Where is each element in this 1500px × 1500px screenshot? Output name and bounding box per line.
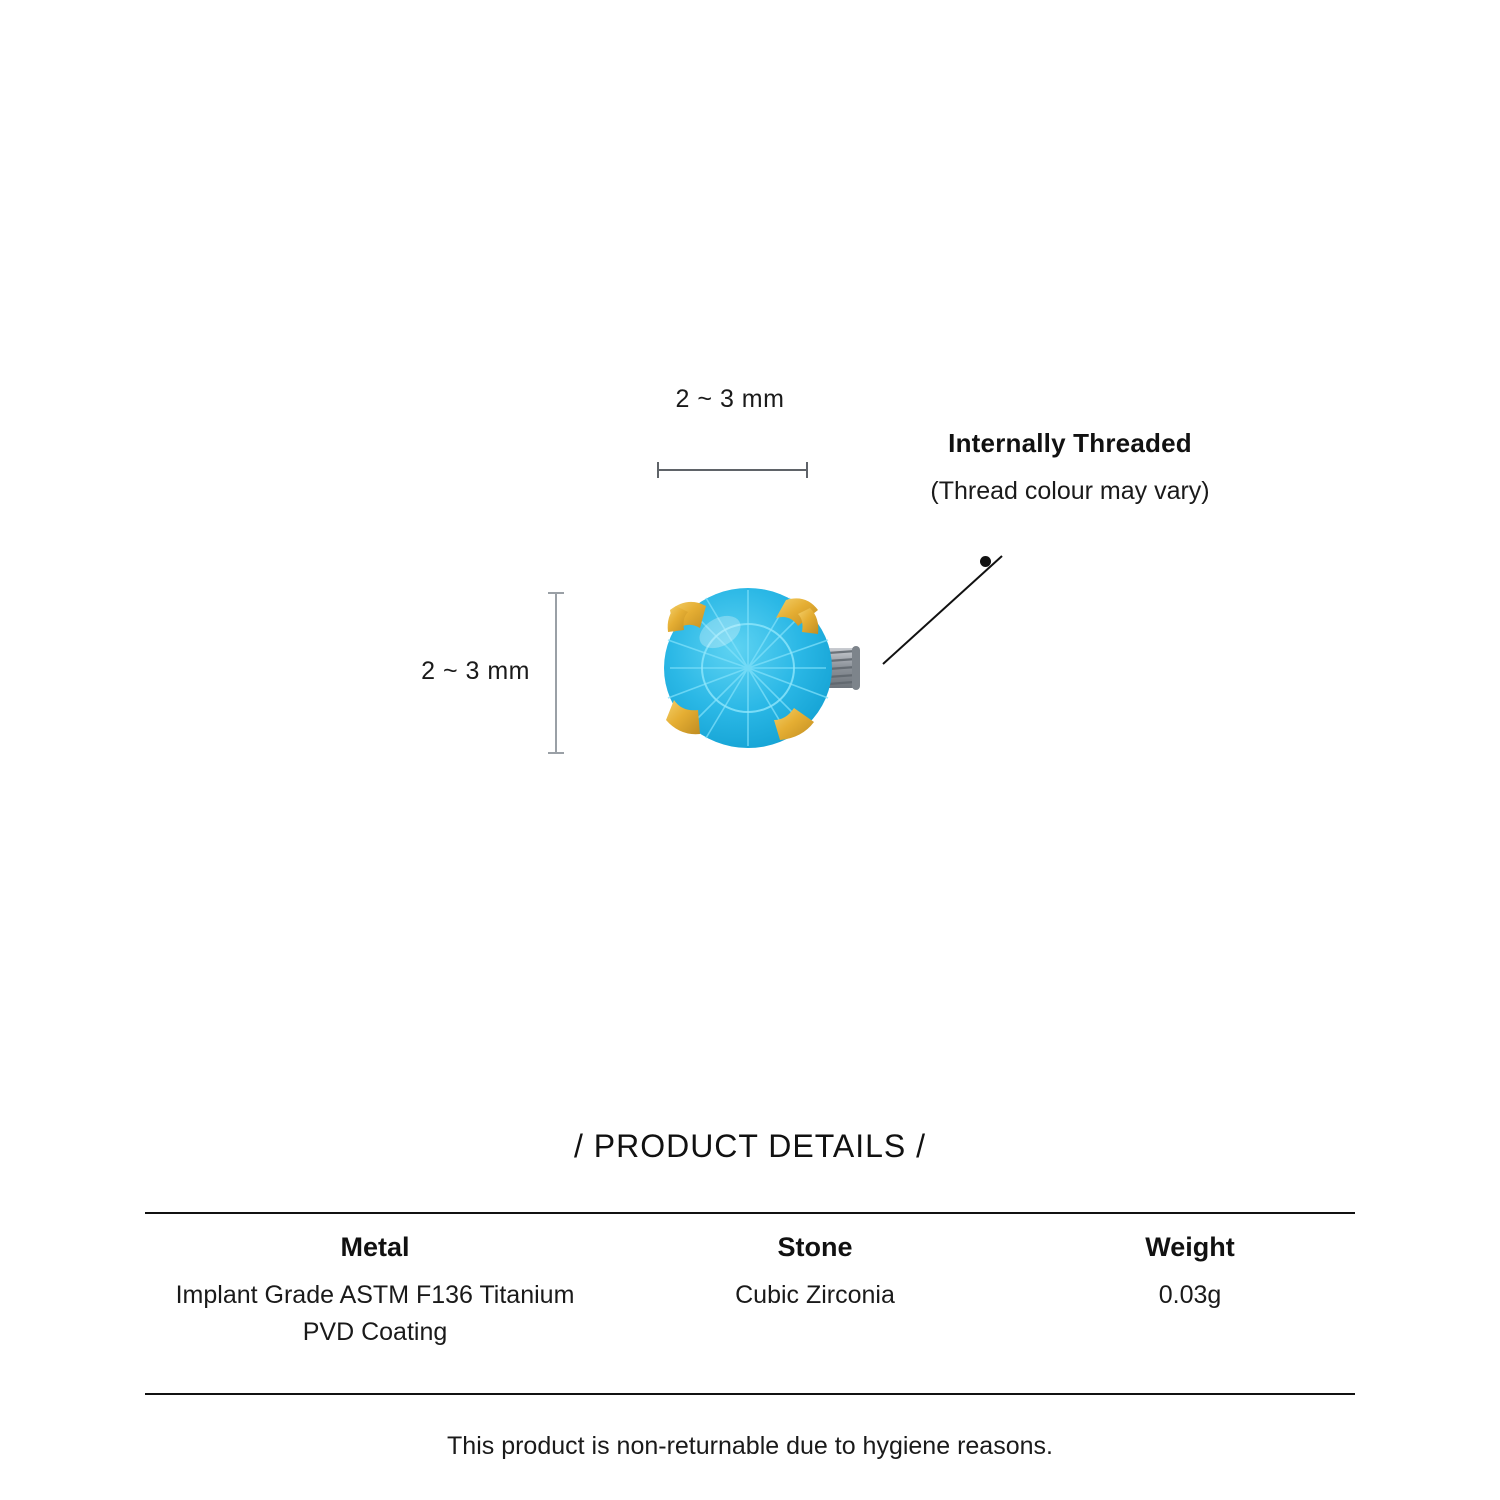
dimension-tick-bottom bbox=[548, 752, 564, 754]
details-header-stone: Stone bbox=[777, 1232, 853, 1262]
details-value-metal-line1: Implant Grade ASTM F136 Titanium bbox=[175, 1281, 575, 1309]
hygiene-footnote: This product is non-returnable due to hygiene reasons. bbox=[447, 1432, 1053, 1460]
vertical-dimension-line bbox=[548, 592, 564, 754]
details-header-weight: Weight bbox=[1145, 1232, 1235, 1262]
dimension-tick-right bbox=[806, 462, 808, 478]
details-column-metal bbox=[145, 1232, 605, 1351]
product-details-heading: / PRODUCT DETAILS / bbox=[573, 1128, 927, 1164]
details-column-stone bbox=[605, 1232, 1025, 1351]
callout-title: Internally Threaded bbox=[948, 428, 1192, 458]
horizontal-dimension-line bbox=[657, 462, 808, 478]
details-value-metal-line2: PVD Coating bbox=[302, 1318, 448, 1346]
gem-product-graphic bbox=[640, 570, 880, 780]
top-dimension-label: 2 ~ 3 mm bbox=[675, 385, 785, 413]
details-header-metal: Metal bbox=[340, 1232, 410, 1262]
details-bottom-rule bbox=[145, 1393, 1355, 1395]
side-dimension-label: 2 ~ 3 mm bbox=[421, 657, 530, 685]
dimension-bar-horizontal bbox=[657, 469, 808, 471]
details-value-stone: Cubic Zirconia bbox=[735, 1281, 895, 1309]
dimension-bar-vertical bbox=[555, 592, 557, 754]
leader-line bbox=[880, 552, 1005, 667]
details-value-weight: 0.03g bbox=[1158, 1281, 1222, 1309]
product-details-table bbox=[145, 1232, 1355, 1351]
details-top-rule bbox=[145, 1212, 1355, 1214]
threading-callout bbox=[860, 428, 1280, 506]
details-column-weight bbox=[1025, 1232, 1355, 1351]
callout-subtitle: (Thread colour may vary) bbox=[930, 477, 1210, 505]
